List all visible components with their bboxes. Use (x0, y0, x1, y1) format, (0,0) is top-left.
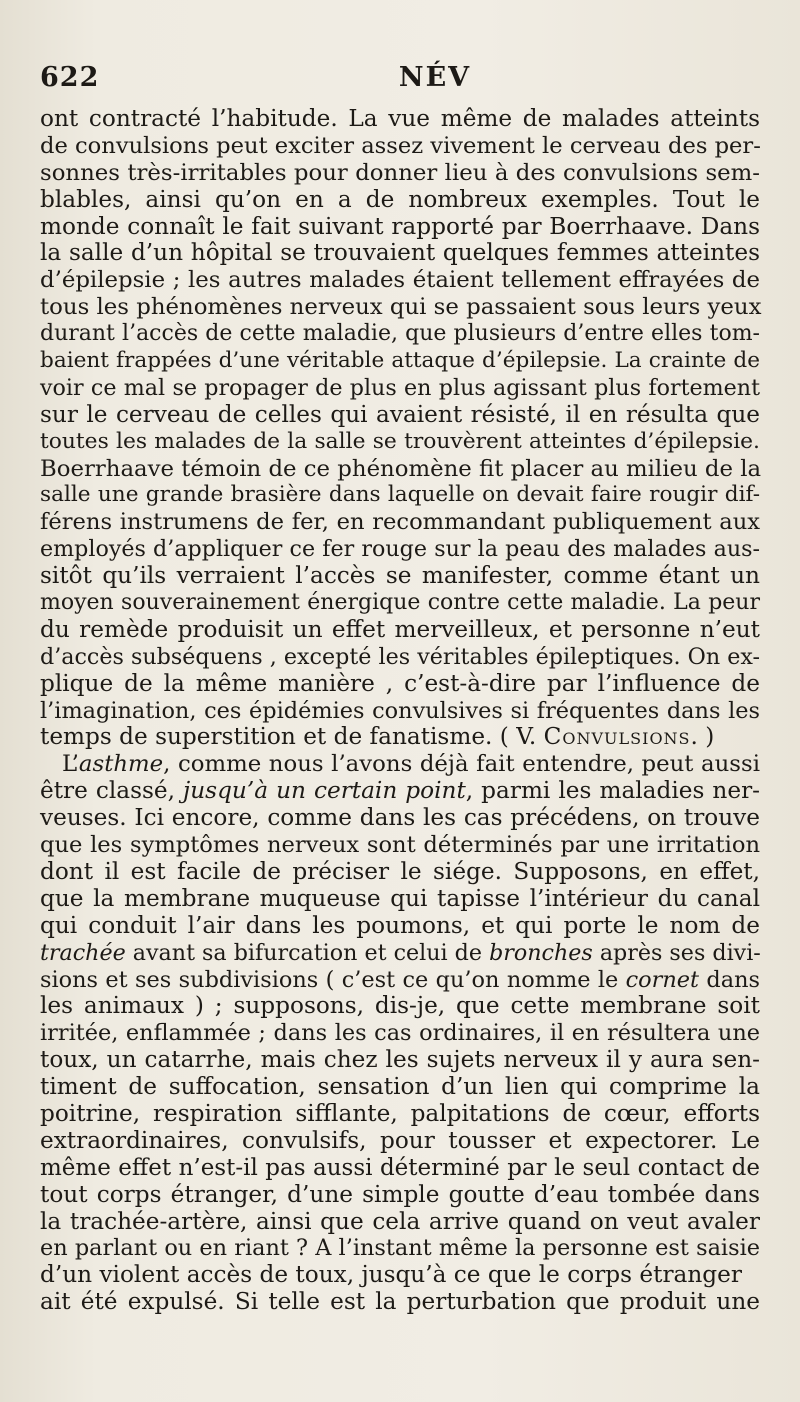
text-line (40, 456, 760, 483)
text-line (40, 429, 760, 456)
text-segment: sur le cerveau de celles qui avaient résisté, il en résulta que (40, 400, 760, 428)
text-line (40, 993, 760, 1020)
text-line (40, 240, 760, 267)
text-segment: avant sa bifurcation et celui de (125, 939, 490, 966)
text-line (40, 724, 760, 751)
text-line (40, 509, 760, 536)
italic-text: asthme (78, 751, 164, 778)
text-segment: l’imagination, ces épidémies convulsives si fréquentes dans les (40, 697, 760, 724)
text-segment: de convulsions peut exciter assez vivement le cerveau des per- (40, 132, 761, 159)
text-segment: du remède produisit un effet merveilleux, et personne n’eut (40, 615, 760, 643)
text-line (40, 187, 760, 214)
text-line (40, 133, 760, 160)
text-segment: , parmi les maladies ner- (465, 777, 760, 805)
text-line (40, 832, 760, 859)
text-segment: d’accès subséquens , excepté les véritables épileptiques. On ex- (40, 643, 760, 670)
text-segment: toux, un catarrhe, mais chez les sujets nerveux il y aura sen- (40, 1046, 760, 1074)
text-segment: d’épilepsie ; les autres malades étaient tellement effrayées de (40, 267, 760, 294)
text-line (40, 859, 760, 886)
italic-text: jusqu’à un certain point (183, 777, 466, 805)
text-segment: Boerrhaave témoin de ce phénomène fit placer au milieu de la (40, 455, 762, 482)
text-segment: en parlant ou en riant ? A l’instant même la personne est saisie (40, 1235, 760, 1262)
text-line (40, 913, 760, 940)
text-segment: la trachée-artère, ainsi que cela arrive quand on veut avaler (40, 1207, 760, 1235)
text-segment: que les symptômes nerveux sont déterminés par une irritation (40, 832, 760, 859)
text-segment: blables, ainsi qu’on en a de nombreux exemples. Tout le (40, 185, 760, 213)
text-line (40, 1209, 760, 1236)
running-head: NÉV (398, 62, 472, 93)
text-segment: ait été expulsé. Si telle est la perturbation que produit une (40, 1288, 760, 1316)
body-text (40, 106, 760, 1316)
text-line (40, 886, 760, 913)
text-line (40, 698, 760, 725)
text-segment: employés d’appliquer ce fer rouge sur la peau des malades aus- (40, 536, 760, 563)
text-line (40, 536, 760, 563)
text-segment: férens instrumens de fer, en recommandant publiquement aux (40, 509, 760, 536)
text-segment: tout corps étranger, d’une simple goutte d’eau tombée dans (40, 1180, 760, 1208)
text-segment: ont contracté l’habitude. La vue même de malades atteints (40, 105, 760, 132)
text-segment: timent de suffocation, sensation d’un lien qui comprime la (40, 1073, 760, 1101)
text-line (40, 1047, 760, 1074)
small-caps-text: Convulsions (543, 723, 691, 751)
text-line (40, 348, 760, 375)
text-segment: irritée, enflammée ; dans les cas ordinaires, il en résultera une (40, 1020, 760, 1047)
text-line (40, 805, 760, 832)
text-line (40, 1101, 760, 1128)
text-segment: dont il est facile de préciser le siége. Supposons, en effet, (40, 857, 760, 885)
text-line (40, 1262, 760, 1289)
text-line (40, 214, 760, 241)
text-line (40, 402, 760, 429)
text-segment: poitrine, respiration sifflante, palpitations de cœur, efforts (40, 1099, 760, 1127)
text-line (40, 375, 760, 402)
text-segment: durant l’accès de cette maladie, que plusieurs d’entre elles tom- (40, 321, 760, 347)
text-line (40, 940, 760, 967)
text-line (40, 1182, 760, 1209)
text-segment: extraordinaires, convulsifs, pour tousser et expectorer. Le (40, 1126, 760, 1154)
text-line (40, 294, 760, 321)
text-segment: monde connaît le fait suivant rapporté par Boerrhaave. Dans (40, 212, 760, 240)
text-line (40, 671, 760, 698)
text-segment: baient frappées d’une véritable attaque d’épilepsie. La crainte de (40, 348, 760, 374)
text-line (40, 751, 760, 778)
text-segment: d’un violent accès de toux, jusqu’à ce que le corps étranger (40, 1261, 742, 1289)
text-line (40, 1074, 760, 1101)
text-line (40, 1155, 760, 1182)
text-segment: , comme nous l’avons déjà fait entendre, peut aussi (163, 751, 760, 778)
text-segment: plique de la même manière , c’est-à-dire par l’influence de (40, 669, 760, 697)
text-line (40, 644, 760, 671)
italic-text: cornet (625, 966, 700, 993)
text-line (40, 967, 760, 994)
text-segment: temps de superstition et de fanatisme. ( V. (40, 723, 544, 751)
text-segment: L’ (62, 751, 79, 778)
text-line (40, 160, 760, 187)
text-line (40, 321, 760, 348)
text-line (40, 1020, 760, 1047)
text-segment: sonnes très-irritables pour donner lieu à des convulsions sem- (40, 159, 760, 186)
text-line (40, 267, 760, 294)
text-segment: . ) (690, 723, 715, 751)
text-segment: que la membrane muqueuse qui tapisse l’intérieur du canal (40, 884, 760, 912)
text-line (40, 617, 760, 644)
text-line (40, 1128, 760, 1155)
text-line (40, 1235, 760, 1262)
text-line (40, 482, 760, 509)
text-segment: toutes les malades de la salle se trouvèrent atteintes d’épilepsie. (40, 428, 760, 454)
text-segment: veuses. Ici encore, comme dans les cas précédens, on trouve (40, 804, 760, 832)
italic-text: trachée (40, 939, 126, 966)
text-line (40, 778, 760, 805)
page-header (40, 62, 760, 102)
text-segment: sions et ses subdivisions ( c’est ce qu’on nomme le (40, 966, 626, 993)
italic-text: bronches (489, 939, 593, 966)
text-line (40, 563, 760, 590)
text-line (40, 1289, 760, 1316)
text-line (40, 106, 760, 133)
page-number: 622 (40, 62, 100, 93)
text-segment: dans (699, 966, 760, 993)
text-segment: salle une grande brasière dans laquelle on devait faire rougir dif- (40, 482, 760, 508)
text-segment: qui conduit l’air dans les poumons, et qui porte le nom de (40, 911, 760, 939)
text-segment: la salle d’un hôpital se trouvaient quelques femmes atteintes (40, 239, 760, 267)
text-segment: tous les phénomènes nerveux qui se passaient sous leurs yeux (40, 294, 762, 321)
text-segment: être classé, (40, 777, 184, 805)
text-segment: après ses divi- (592, 939, 761, 966)
text-segment: voir ce mal se propager de plus en plus agissant plus fortement (40, 374, 760, 401)
text-segment: moyen souverainement énergique contre cette maladie. La peur (40, 590, 760, 616)
text-segment: les animaux ) ; supposons, dis-je, que cette membrane soit (40, 992, 760, 1020)
text-segment: même effet n’est-il pas aussi déterminé par le seul contact de (40, 1154, 760, 1181)
text-line (40, 590, 760, 617)
text-segment: sitôt qu’ils verraient l’accès se manifester, comme étant un (40, 562, 760, 590)
